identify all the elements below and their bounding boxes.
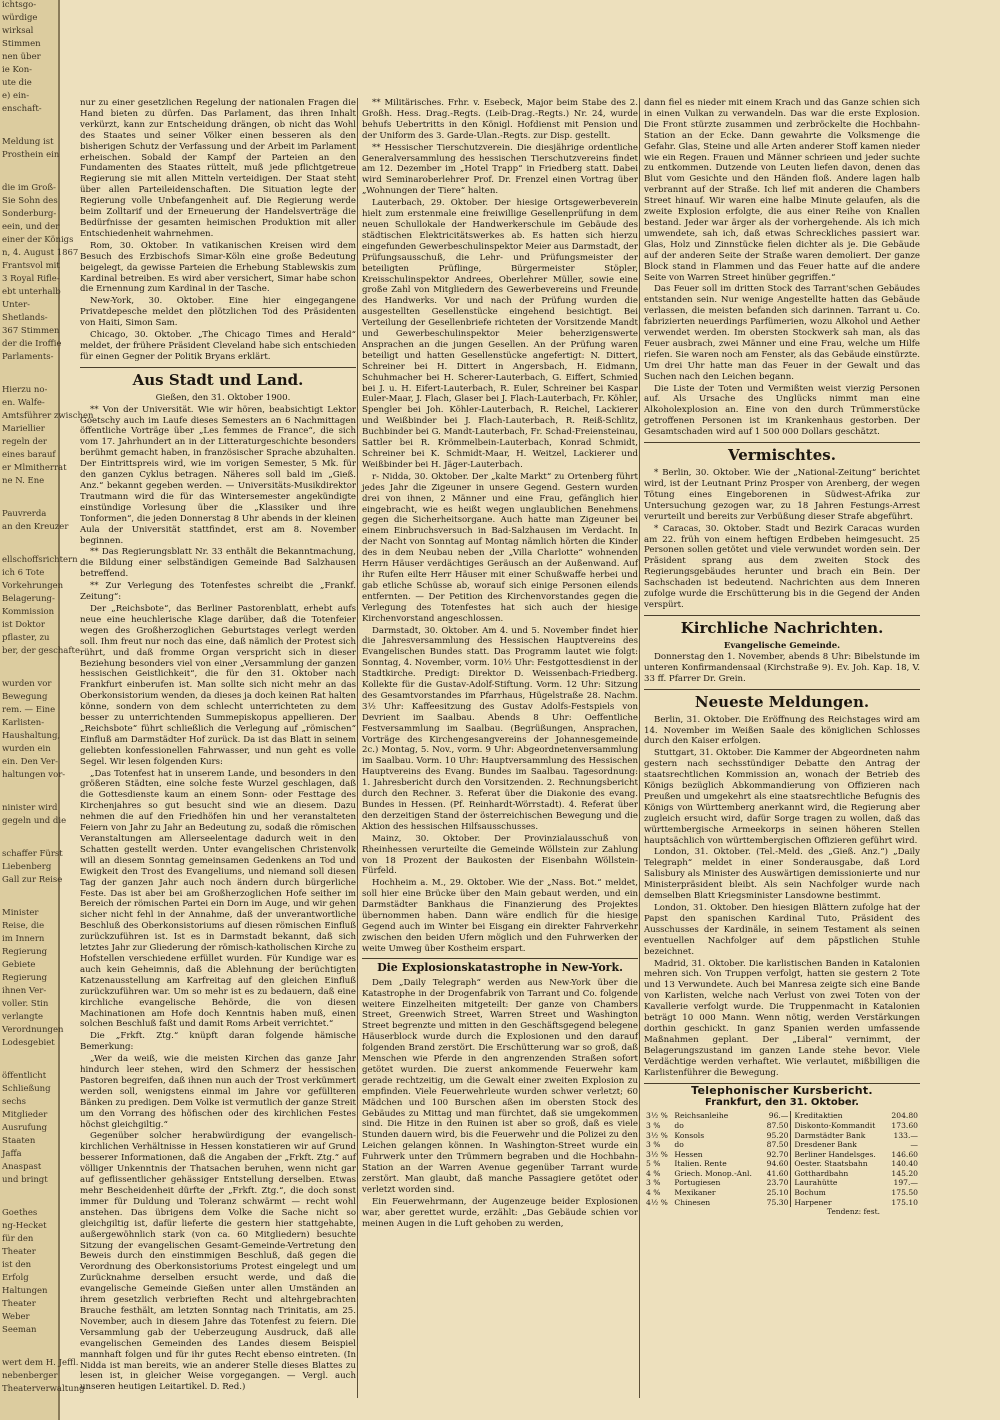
prev-page-line (2, 829, 58, 847)
article-paragraph: Berlin, 31. Oktober. Die Eröffnung des Reichstages wird am 14. November im Weißen Saale des königlichen Schlosses durch den Kaiser erfolgen. (644, 714, 920, 747)
stock-rate: 4 % (646, 1188, 661, 1198)
prev-page-line: Haushaltung, (2, 731, 61, 741)
prev-page-line: einer der Königs (2, 235, 74, 245)
prev-page-line: an den Kreuzer (2, 522, 69, 532)
stock-price: 95.20 (766, 1130, 789, 1140)
prev-page-line: würdige (2, 13, 38, 23)
stock-price: 41.60 (766, 1168, 789, 1178)
stock-rate: 4½ % (646, 1197, 668, 1207)
prev-page-line: pflaster, zu (2, 633, 50, 643)
stock-row (644, 1198, 920, 1208)
prev-page-line: Regierung (2, 973, 48, 983)
stock-price: 173.60 (891, 1120, 918, 1130)
stock-price: 140.40 (891, 1159, 918, 1169)
article-paragraph: Darmstadt, 30. Oktober. Am 4. und 5. November findet hier die Jahresversammlung des Hessischen Hauptvereins des Evangelischen Bundes statt. Das Programm lautet wie folgt: Sonntag, 4. November, vorm. 10½ Uhr: Festgottesdienst in der Stadtkirche. Predigt: Direktor D. Weissenbach-Friedberg. Kollekte für die Gustav-Adolf-Stiftung. Vorm. 12 Uhr: Sitzung des Gesamtvorstandes im Pfarrhaus, Hügelstraße 28. Nachm. 3½ Uhr: Kaffeesitzung des Gustav Adolfs-Festspiels von Devrient im Saalbau. Abends 8 Uhr: Oeffentliche Festversammlung im Saalbau. (Begrüßungen, Ansprachen, Vorträge des Kirchengesangvereins der Johannesgemeinde 2c.) Montag, 5. Nov., vorm. 9 Uhr: Abgeordnetenversammlung im Saalbau. Vorm. 10 Uhr: Hauptversammlung des Hessischen Hauptvereins des Evang. Bundes im Saalbau. Tagesordnung: 1. Jahresbericht durch den Vorsitzenden. 2. Rechnungsbericht durch den Rechner. 3. Referat über die Diakonie des evang. Bundes in Hessen. (Pf. Reinhardt-Wörrstadt). 4. Referat über den derzeitigen Stand der österreichischen Bewegung und die Aktion des hessischen Hilfsausschusses. (362, 625, 638, 832)
prev-page-line: Pauvrerda (2, 509, 47, 519)
stock-name: Oester. Staatsbahn (794, 1159, 868, 1169)
prev-page-line: wert dem H. Jeffl. (2, 1358, 79, 1368)
prev-page-line: ninister wird (2, 803, 58, 813)
article-paragraph: Die „Frkft. Ztg.“ knüpft daran folgende hämische Bemerkung: (80, 1031, 356, 1053)
stock-row (644, 1150, 920, 1160)
prev-page-line (2, 783, 58, 801)
stock-price: 146.60 (891, 1149, 918, 1159)
prev-page-line: rem. — Eine (2, 705, 56, 715)
stock-report-date: Frankfurt, den 31. Oktober. (705, 1097, 859, 1109)
stock-row (644, 1111, 920, 1121)
stock-name: Griech. Monop.-Anl. (674, 1168, 752, 1178)
prev-page-line (2, 659, 58, 677)
stock-name: Bochum (794, 1188, 826, 1198)
article-paragraph: Donnerstag den 1. November, abends 8 Uhr: Bibelstunde im unteren Konfirmandensaal (Kirchstraße 9). Ev. Joh. Kap. 18, V. 33 ff. Pfarrer Dr. Grein. (644, 651, 920, 684)
prev-page-line (2, 117, 58, 135)
article-paragraph: r- Nidda, 30. Oktober. Der „kalte Markt“ zu Ortenberg führt jedes Jahr die Zigeuner in unsere Gegend. Gestern wurden drei von ihnen, 2 Männer und eine Frau, gefänglich hier eingebracht, wie es heißt wegen unglaublichen Benehmens gegen die Sicherheitsorgane. Auch hatte man Zigeuner bei einem Einbruchsversuch in Bad-Salzhausen im Verdacht. In der Nacht von Sonntag auf Montag nämlich hörten die Kinder des in dem Neubau neben der „Villa Charlotte“ wohnenden Herrn Häuser verdächtiges Geräusch an der Außenwand. Auf ihr Rufen eilte Herr Häuser mit einer Schußwaffe herbei und gab etliche Schüsse ab, worauf sich einige Personen eilends entfernten. — Der Petition des Kirchenvorstandes gegen die Verlegung des Totenfestes hat sich auch der hiesige Kirchenvorstand angeschlossen. (362, 471, 638, 624)
prev-page-line: ebt unterhalb (2, 287, 61, 297)
stock-price: 87.50 (766, 1140, 789, 1150)
stock-price: 92.70 (766, 1149, 789, 1159)
stock-price: — (910, 1140, 918, 1150)
stock-row (644, 1159, 920, 1169)
stock-report-tendency: Tendenz: fest. (826, 1207, 880, 1217)
stock-price: 94.60 (766, 1159, 789, 1169)
stock-row (644, 1178, 920, 1188)
article-paragraph: Mainz, 30. Oktober. Der Provinzialausschuß von Rheinhessen verurteilte die Gemeinde Wöllstein zur Zahlung von 18 Prozent der Baukosten der Eisenbahn Wöllstein-Fürfeld. (362, 833, 638, 877)
stock-row (644, 1169, 920, 1179)
article-paragraph: ** Militärisches. Frhr. v. Esebeck, Major beim Stabe des 2. Großh. Hess. Drag.-Regts. (Leib-Drag.-Regts.) Nr. 24, wurde behufs Uebertritts in den Königl. Hofdienst mit Pension und der Uniform des 3. Garde-Ulan.-Regts. zur Disp. gestellt. (362, 98, 638, 141)
stock-report-title: Telephonischer Kursbericht. (691, 1083, 873, 1097)
article-paragraph: ** Hessischer Tierschutzverein. Die diesjährige ordentliche Generalversammlung des hessischen Tierschutzvereins findet am 12. Dezember im „Hotel Trapp“ in Friedberg statt. Dabei wird Seminaroberlehrer Prof. Dr. Frenzel einen Vortrag über „Wohnungen der Tiere“ halten. (362, 142, 638, 197)
stock-price: 23.70 (766, 1178, 789, 1188)
stock-rate: 4 % (646, 1168, 661, 1178)
section-heading: Vermischtes. (644, 442, 920, 465)
stock-name: Laurahütte (794, 1178, 838, 1188)
prev-page-line: wurden ein (2, 744, 51, 754)
prev-page-line: Theater (2, 1299, 36, 1309)
stock-name: Diskonto-Kommandit (794, 1120, 876, 1130)
stock-name: Italien. Rente (674, 1159, 727, 1169)
prev-page-line: Sonderburg- (2, 209, 57, 219)
prev-page-line: Anaspast (2, 1162, 42, 1172)
stock-price: 145.20 (891, 1168, 918, 1178)
prev-page-line: Frantsvol mit (2, 261, 60, 271)
prev-page-line: voller. Stin (2, 999, 49, 1009)
section-heading: Aus Stadt und Land. (80, 367, 356, 390)
prev-page-line: Sie Sohn des (2, 196, 58, 206)
stock-name: Kreditaktien (794, 1111, 843, 1121)
prev-page-line: Amtsführer zwischen (2, 411, 94, 421)
prev-page-line (2, 535, 58, 553)
article-paragraph: Stuttgart, 31. Oktober. Die Kammer der Abgeordneten nahm gestern nach sechsstündiger Debatte den Antrag der staatsrechtlichen Kommission an, wonach der Betrieb des Königs bezüglich Abkommandierung von Offizieren nach Preußen und umgekehrt als eine staatsrechtliche Befugnis des Königs von Württemberg anerkannt wird, die Regierung aber zugleich ersucht wird, dafür Sorge tragen zu wollen, daß das württembergische Armeekorps in seinen höheren Stellen hauptsächlich von württembergischen Offizieren geführt wird. (644, 748, 920, 846)
prev-page-line: Verordnungen (2, 1025, 64, 1035)
stock-name: Konsols (674, 1130, 705, 1140)
prev-page-line: ichtsgo- (2, 0, 37, 10)
prev-page-line: ne N. Ene (2, 476, 45, 486)
prev-page-line: ist den (2, 1260, 32, 1270)
prev-page-line: wurden vor (2, 679, 52, 689)
previous-page-edge (0, 0, 94, 1420)
prev-page-line: Ausrufung (2, 1123, 48, 1133)
article-paragraph: dann fiel es nieder mit einem Krach und das Ganze schien sich in einen Vulkan zu verwandeln. Das war die erste Explosion. Die Front stürzte zusammen und zerbröckelte die Hochbahn-Station an der Ecke. Dann gewahrte die Volksmenge die Gefahr. Glas, Steine und alle Arten anderer Stoff kamen nieder wie ein Regen. Frauen und Männer schrieen und jeder suchte zu entkommen. Dutzende von Leuten liefen davon, denen das Blut vom Gesichte und den Händen floß. Andere lagen halb verbrannt auf der Straße. Ich lief mit anderen die Chambers Street hinauf. Wir waren eine halbe Minute gelaufen, als die zweite Explosion erfolgte, die aus einer Reihe von Knallen bestand. Jeder war ärger als der vorhergehende. Als ich mich umwendete, sah ich, daß etwas Schreckliches passiert war. Glas, Holz und Zinnstücke fielen dichter als je. Die Gebäude auf der anderen Seite der Straße waren demoliert. Der ganze Block stand in Flammen und das Feuer hatte auf die andere Seite von Warren Street hinüber gegriffen.“ (644, 98, 920, 283)
article-paragraph: Lauterbach, 29. Oktober. Der hiesige Ortsgewerbeverein hielt zum erstenmale eine freiwillige Gesellenprüfung in dem neuen Schullokale der Handwerkerschule im Gebäude des städtischen Elektricitätswerkes ab. Es hatten sich hierzu eingefunden Gewerbeschulinspektor Meier aus Darmstadt, der Prüfungsausschuß, die Lehr- und Prüfungsmeister der beteiligten Prüflinge, Bürgermeister Stöpler, Kreisschulinspektor Andrees, Oberlehrer Müller, sowie eine große Zahl von Mitgliedern des Gewerbevereins und Freunde des Handwerks. Vor und nach der Prüfung wurden die ausgestellten Gesellenstücke eingehend besichtigt. Bei Verteilung der Gesellenbriefe richteten der Vorsitzende Mandt und Gewerbeschulinspektor Meier beherzigenswerte Ansprachen an die jungen Gesellen. An der Prüfung waren beteiligt und hatten Gesellenstücke angefertigt: N. Dittert, Schreiner bei H. Dittert in Angersbach, H. Eidmann, Schuhmacher bei H. Scherer-Lauterbach, G. Eiffert, Schmied bei J. u. H. Eifert-Lauterbach, R. Euler, Schreiner bei Kaspar Euler-Maar, J. Flach, Glaser bei J. Flach-Lauterbach, Fr. Köhler, Spengler bei Joh. Köhler-Lauterbach, R. Reichel, Lackierer und Weißbinder bei J. Flach-Lauterbach, R. Reiß-Schlitz, Buchbinder bei G. Mandt-Lauterbach, Fr. Schad-Freiensteinau, Sattler bei R. Krömmelbein-Lauterbach, Konrad Schmidt, Schreiner bei K. Schmidt-Maar, H. Weitzel, Lackierer und Weißbinder bei H. Jäger-Lauterbach. (362, 198, 638, 470)
stock-name: Harpener (794, 1197, 832, 1207)
stock-name: Chinesen (674, 1197, 711, 1207)
prev-page-line: ng-Hecket (2, 1221, 47, 1231)
article-paragraph: Gegenüber solcher herabwürdigung der evangelisch-kirchlichen Verhältnisse in Hessen konstatieren wir auf Grund besserer Informationen, daß die Angaben der „Frkft. Ztg.“ auf völliger Unkenntnis der Thatsachen beruhen, wenn nicht gar auf geflissentlicher gehässiger Entstellung derselben. Etwas mehr Bescheidenheit dürfte der „Frkft. Ztg.“, die doch sonst immer für Duldung und Toleranz schwärmt — recht wohl anstehen. Das übrigens dem Volke die Sache nicht so gleichgiltig ist, dafür lieferte die gestern hier stattgehabte, außergewöhnlich stark (von ca. 60 Mitgliedern) besuchte Sitzung der evangelischen Gesamt-Gemeinde-Vertretung den Beweis durch den einstimmigen Beschluß, daß gegen die Verordnung des Oberkonsistoriums Protest eingelegt und um Zurücknahme derselben ersucht werde, und daß die evangelische Gemeinde Gießen unter allen Umständen an ihrem gesetzlich verbrieften Recht und altehrgebrachten Brauche festhält, am letzten Sonntag nach Trinitatis, am 25. November, auch in diesem Jahre das Totenfest zu feiern. Die Versammlung gab der Ueberzeugung Ausdruck, daß alle evangelischen Gemeinden des Landes diesem Beispiel mannhaft folgen und für ihr gutes Recht ebenso eintreten. (In Nidda ist man bereits, wie an anderer Stelle dieses Blattes zu lesen ist, in gleicher Weise vorgegangen. — Vergl. auch unseren heutigen Leitartikel. D. Red.) (80, 1131, 356, 1393)
prev-page-line: er Mlmitherrat (2, 463, 67, 473)
prev-page-line: gegeln und die (2, 816, 67, 826)
prev-page-line: regeln der (2, 437, 47, 447)
prev-page-line (2, 1188, 58, 1206)
article-paragraph: ** Das Regierungsblatt Nr. 33 enthält die Bekanntmachung, die Bildung einer selbständigen Gemeinde Bad Salzhausen betreffend. (80, 547, 356, 580)
prev-page-line: ist Doktor (2, 620, 45, 630)
prev-page-line: Mitglieder (2, 1110, 48, 1120)
prev-page-line: Staaten (2, 1136, 36, 1146)
prev-page-line: für den (2, 1234, 34, 1244)
prev-page-line: Mariellier (2, 424, 45, 434)
prev-page-line: ie Kon- (2, 65, 33, 75)
article-paragraph: Das Feuer soll im dritten Stock des Tarrant'schen Gebäudes entstanden sein. Nur wenige Angestellte hatten das Gebäude verlassen, die meisten befanden sich darinnen. Tarrant u. Co. fabrizierten neuerdings Parfümerien, wozu Alkohol und Aether verwendet werden. Im obersten Stockwerk sah man, als das Feuer ausbrach, zwei Männer und eine Frau, welche um Hilfe riefen. Sie waren noch am Fenster, als das Gebäude einstürzte. Um drei Uhr hatte man das Feuer in der Gewalt und das Suchen nach den Leichen begann. (644, 284, 920, 382)
stock-name: Mexikaner (674, 1188, 716, 1198)
prev-page-line (2, 1338, 58, 1356)
article-paragraph: New-York, 30. Oktober. Eine hier eingegangene Privatdepesche meldet den plötzlichen Tod des Präsidenten von Haiti, Simon Sam. (80, 296, 356, 329)
prev-page-line: Parlaments- (2, 352, 54, 362)
prev-page-line: die im Groß- (2, 183, 56, 193)
article-paragraph: Rom, 30. Oktober. In vatikanischen Kreisen wird dem Besuch des Erzbischofs Simar-Köln eine große Bedeutung beigelegt, da gewisse Parteien die Erhebung Stablewskis zum Kardinal betreiben. Es wird aber versichert, Simar habe schon die Ernennung zum Kardinal in der Tasche. (80, 240, 356, 295)
prev-page-line: Stimmen (2, 39, 41, 49)
prev-page-line: Hierzu no- (2, 385, 48, 395)
prev-page-line: Gall zur Reise (2, 875, 63, 885)
stock-price: 204.80 (891, 1111, 918, 1121)
prev-page-line: Reise, die (2, 921, 45, 931)
prev-page-line: Prosthein ein (2, 150, 60, 160)
prev-page-line: Belagerung- (2, 594, 55, 604)
prev-page-line: 367 Stimmen (2, 326, 60, 336)
stock-price: 133.— (893, 1130, 918, 1140)
prev-page-line: Bewegung (2, 692, 48, 702)
prev-page-line: Goethes (2, 1208, 38, 1218)
stock-report (644, 1083, 920, 1219)
prev-page-line (2, 365, 58, 383)
column-2 (362, 98, 638, 1398)
section-heading: Neueste Meldungen. (644, 689, 920, 712)
prev-page-line: ellschoffsrichtern (2, 555, 78, 565)
prev-page-line: im Innern (2, 934, 45, 944)
prev-page-line: en. Walfe- (2, 398, 45, 408)
prev-page-line: Liebenberg (2, 862, 52, 872)
stock-price: 75.30 (766, 1197, 789, 1207)
prev-page-line: Karlisten- (2, 718, 45, 728)
stock-rate: 5 % (646, 1159, 661, 1169)
stock-price: 175.10 (891, 1197, 918, 1207)
prev-page-line: haltungen vor- (2, 770, 66, 780)
prev-page-line: schaffer Fürst (2, 849, 63, 859)
article-heading: Die Explosionskatastrophe in New-York. (362, 958, 638, 975)
prev-page-line: Vorkehrungen (2, 581, 64, 591)
prev-page-line: Theater (2, 1247, 36, 1257)
stock-name: do (674, 1140, 684, 1150)
prev-page-line: wirksal (2, 26, 34, 36)
prev-page-line: ihnen Ver- (2, 986, 47, 996)
prev-page-line: Theaterverwaltung (2, 1384, 85, 1394)
stock-price: 25.10 (766, 1188, 789, 1198)
article-paragraph: * Berlin, 30. Oktober. Wie der „National-Zeitung“ berichtet wird, ist der Leutnant Prinz Prosper von Arenberg, der wegen Tötung eines Eingeborenen in Südwest-Afrika zur Untersuchung gezogen war, zu 18 Jahren Festungs-Arrest verurteilt und bereits zur Verbüßung dieser Strafe abgeführt. (644, 468, 920, 522)
prev-page-line: Regierung (2, 947, 48, 957)
column-rule (639, 98, 640, 1398)
article-paragraph: Hochheim a. M., 29. Oktober. Wie der „Nass. Bot.“ meldet, soll hier eine Brücke über den Main gebaut werden, und ein Darmstädter Bankhaus die Finanzierung des Projektes übernommen haben. Dann wäre endlich für die hiesige Gegend auch im Winter bei Eisgang ein direkter Fahrverkehr zwischen den beiden Ufern möglich und den Fuhrwerken der weite Umweg über Kostheim erspart. (362, 878, 638, 954)
article-paragraph: Der „Reichsbote“, das Berliner Pastorenblatt, erhebt aufs neue eine heuchlerische Klage darüber, daß die Totenfeier wegen des Großherzoglichen Geburtstages verlegt werden soll. Ihm freut nur noch das eine, daß nämlich der Protest sich rührt, und daß fromme Organ verspricht sich in dieser Beziehung besonders viel von einer „Versammlung der ganzen hessischen Geistlichkeit“, die für den 31. Oktober nach Frankfurt einberufen ist. Man sollte sich nicht mehr an das Oberkonsistorium wenden, da dieses ja doch keinen Rat halten könne, sondern von dem schlecht unterrichteten zu dem besser zu unterrichtenden Summepiskopus appellieren. Der „Reichsbote“ führt schließlich die Verlegung auf „römischen“ Einfluß am Darmstädter Hof zurück. Da ist das Blatt in seinem geliebten konfessionellen Fahrwasser, und nun geht es volle Segel. Wir lesen folgenden Kurs: (80, 603, 356, 767)
prev-page-line: Schließung (2, 1084, 51, 1094)
prev-page-line: nebenberger (2, 1371, 58, 1381)
stock-row (644, 1140, 920, 1150)
stock-rate: 3 % (646, 1120, 661, 1130)
stock-name: Berliner Handelsges. (794, 1149, 876, 1159)
stock-name: Portugiesen (674, 1178, 721, 1188)
article-paragraph: ** Von der Universität. Wie wir hören, beabsichtigt Lektor Goetschy auch im Laufe dieses Semesters an 6 Nachmittagen öffentliche Vorträge über „Les femmes de France“, die sich vom 17. Jahrhundert an in der Litteraturgeschichte besonders berühmt gemacht haben, in französischer Sprache abzuhalten. Der Eintrittspreis wird, wie im vorigen Semester, 5 Mk. für den ganzen Cyklus betragen. Näheres soll bald im „Gieß. Anz.“ bekannt gegeben werden. — Universitäts-Musikdirektor Trautmann wird die für das Wintersemester angekündigte einstündige Vorlesung über die „Klassiker und ihre Tonformen“, die jeden Donnerstag 8 Uhr abends in der kleinen Aula der Universität stattfindet, erst am 8. November beginnen. (80, 404, 356, 546)
prev-page-line: ein. Den Ver- (2, 757, 58, 767)
stock-rate: 3½ % (646, 1149, 668, 1159)
prev-page-line: Gebiete (2, 960, 36, 970)
column-1 (80, 98, 356, 1398)
prev-page-line: Minister (2, 908, 39, 918)
dateline: Gießen, den 31. Oktober 1900. (155, 392, 291, 403)
stock-price: 87.50 (766, 1120, 789, 1130)
prev-page-line: Weber (2, 1312, 30, 1322)
prev-page-line: Meldung ist (2, 137, 54, 147)
article-paragraph: „Wer da weiß, wie die meisten Kirchen das ganze Jahr hindurch leer stehen, wird den Schmerz der hessischen Pastoren begreifen, daß ihnen nun auch der Trost verkümmert werden soll, wenigstens einmal im Jahre vor gefüllteren Bänken zu predigen. Dem Volke ist vermutlich der ganze Streit um den Vorrang des höfischen oder des kirchlichen Festes höchst gleichgiltig.“ (80, 1054, 356, 1130)
stock-price: 96.— (768, 1111, 789, 1121)
article-paragraph: London, 31. Oktober. (Tel.-Meld. des „Gieß. Anz.“) „Daily Telegraph“ meldet in einer Sonderausgabe, daß Lord Salisbury als Minister des Auswärtigen demissionierte und nur Ministerpräsident bleibt. Als sein Nachfolger wurde nach demselben Blatt Kriegsminister Lansdowne bestimmt. (644, 847, 920, 902)
prev-page-line: Seeman (2, 1325, 37, 1335)
prev-page-line: Haltungen (2, 1286, 48, 1296)
prev-page-line (2, 163, 58, 181)
prev-page-line: enschaft- (2, 104, 42, 114)
prev-page-line: ute die (2, 78, 32, 88)
prev-page-line: n, 4. August 1867 (2, 248, 79, 258)
stock-rate: 3 % (646, 1178, 661, 1188)
section-heading: Kirchliche Nachrichten. (644, 615, 920, 638)
stock-rate: 3½ % (646, 1130, 668, 1140)
prev-page-line: Jaffa (2, 1149, 22, 1159)
prev-page-line: Lodesgebiet (2, 1038, 55, 1048)
prev-page-line (2, 888, 58, 906)
stock-name: Hessen (674, 1149, 703, 1159)
stock-name: Reichsanleihe (674, 1111, 729, 1121)
prev-page-line: Kommission (2, 607, 55, 617)
article-paragraph: Dem „Daily Telegraph“ werden aus New-York über die Katastrophe in der Drogenfabrik von Tarrant und Co. folgende weitere Einzelheiten mitgeteilt: Der ganze von Chambers Street, Greenwich Street, Warren Street und Washington Street begrenzte und mitten in den Geschäftsgegend belegene Häuserblock wurde durch die Explosionen und den darauf folgenden Brand zerstört. Die Erschütterung war so groß, daß Menschen wie Pferde in den angrenzenden Straßen sofort getötet wurden. Die zuerst ankommende Feuerwehr kam gerade rechtzeitig, um die Gewalt einer zweiten Explosion zu empfinden. Viele Feuerwehrleute wurden schwer verletzt; 60 Mädchen und 100 Burschen aßen im obersten Stock des Gebäudes zu Mittag und man fürchtet, daß sie umgekommen sind. Die Hitze in den Ruinen ist aber so groß, daß es viele Stunden dauern wird, bis die Feuerwehr und die Polizei zu den Leichen gelangen können. In Washington-Street wurde ein Fuhrwerk unter den Trümmern begraben und die Hochbahn-Station an der Warren Avenue gegenüber Tarrant wurde zerstört. Man glaubt, daß manche Passagiere getötet oder verletzt worden sind. (362, 977, 638, 1195)
prev-page-line: 3 Royal Rifle- (2, 274, 60, 284)
article-paragraph: ** Zur Verlegung des Totenfestes schreibt die „Frankf. Zeitung“: (80, 581, 356, 603)
prev-page-line: ber, der geschafte (2, 646, 80, 656)
prev-page-line: eines barauf (2, 450, 56, 460)
article-paragraph: nur zu einer gesetzlichen Regelung der nationalen Fragen die Hand bieten zu dürfen. Das Parlament, das ihren Inhalt verkürzt, kann zur Entscheidung drängen, ob nicht das Wohl des Staates und seiner Völker einen besseren als den bisherigen Schutz der Verfassung und der Arbeit im Parlament erheischen. Sobald der Kampf der Parteien an den Fundamenten des Staates rüttelt, muß jede pflichtgetreue Regierung sie mit allen Mitteln verteidigen. Der Staat steht über allen Parteileidenschaften. Die Situation legte der Regierung volle Unbefangenheit auf. Die Regierung werde beim Zolltarif und der Erneuerung der Handelsverträge die Bedürfnisse der gesamten heimischen Produktion mit aller Entschiedenheit wahrnehmen. (80, 98, 356, 239)
article-paragraph: Chicago, 30. Oktober. „The Chicago Times and Herald“ meldet, der frühere Präsident Cleveland habe sich entschieden für einen Gegner der Politik Bryans erklärt. (80, 330, 356, 362)
stock-rate: 3 % (646, 1140, 661, 1150)
prev-page-line: eein, und der (2, 222, 60, 232)
prev-page-line: Shetlands- (2, 313, 48, 323)
article-paragraph: Madrid, 31. Oktober. Die karlistischen Banden in Katalonien mehren sich. Von Truppen verfolgt, hatten sie gestern 2 Tote und 13 Verwundete. Auch bei Manresa zeigte sich eine Bande von Karlisten, welche nach Verlust von zwei Toten von der Kavallerie verfolgt wurde. Die Truppenmacht in Katalonien beträgt 10 000 Mann. Wenn nötig, werden Verstärkungen dorthin geschickt. In ganz Spanien werden umfassende Maßnahmen geplant. Der „Liberal“ vernimmt, der Belagerungszustand im ganzen Lande stehe bevor. Viele Verdächtige werden verhaftet. Wie verlautet, mißbilligen die Karlistenführer die Bewegung. (644, 958, 920, 1078)
article-paragraph: London, 31. Oktober. Den hiesigen Blättern zufolge hat der Papst den spanischen Kardinal Tuto, Präsident des Ausschusses der Kardinäle, in seinem Testament als seinen eventuellen Nachfolger auf dem päpstlichen Stuhle bezeichnet. (644, 903, 920, 957)
prev-page-line: e) ein- (2, 91, 30, 101)
stock-name: Gotthardbahn (794, 1168, 849, 1178)
prev-page-line: Unter- (2, 300, 31, 310)
stock-name: Darmstädter Bank (794, 1130, 866, 1140)
prev-page-line: öffentlicht (2, 1071, 47, 1081)
column-rule (357, 98, 358, 1398)
article-paragraph: Die Liste der Toten und Vermißten weist vierzig Personen auf. Als Ursache des Unglücks nimmt man eine Alkoholexplosion an. Eine von den durch Trümmerstücke getroffenen Personen ist im Krankenhaus gestorben. Der Gesamtschaden wird auf 1 500 000 Dollars geschätzt. (644, 383, 920, 438)
stock-name: do (674, 1120, 684, 1130)
subheading: Evangelische Gemeinde. (723, 640, 841, 651)
stock-name: Dresdener Bank (794, 1140, 857, 1150)
article-paragraph: Ein Feuerwehrmann, der Augenzeuge beider Explosionen war, aber gerettet wurde, erzählt: „Das Gebäude schien vor meinen Augen in die Luft gehoben zu werden, (362, 1196, 638, 1229)
article-paragraph: * Caracas, 30. Oktober. Stadt und Bezirk Caracas wurden am 22. früh von einem heftigen Erdbeben heimgesucht. 25 Personen sollen getötet und viele verwundet worden sein. Der Präsident sprang aus dem zweiten Stock des Regierungsgebäudes herunter und brach ein Bein. Der Sachschaden ist bedeutend. Nachrichten aus dem Inneren zufolge wurde die Erschütterung bis in die Gegend der Anden verspürt. (644, 523, 920, 610)
column-3 (644, 98, 920, 1398)
prev-page-line: und bringt (2, 1175, 48, 1185)
prev-page-line: Erfolg (2, 1273, 29, 1283)
stock-row (644, 1131, 920, 1141)
article-paragraph: „Das Totenfest hat in unserem Lande, und besonders in den größeren Städten, eine solche feste Wurzel geschlagen, daß die Gottesdienste kaum an einem Sonn- oder Festtage des Kirchenjahres so gut besucht sind wie an diesem. Dazu nehmen die auf den Friedhöfen hin und her veranstalteten Feiern von Jahr zu Jahr an Bedeutung zu, sodaß die römischen Veranstaltungen am Allerseelentage dadurch weit in den Schatten gestellt werden. Unter evangelischen Christenvolk will an diesem Sonntag gemeinsamen Gedenkens an Tod und Ewigkeit den Trost des Evangeliums, und niemand soll diesen Tag der ganzen Jahr auch noch ändern durch bürgerliche Feste. Das ist aber bei am Großherzoglichen Hofe seither im Bereich der römischen Partei ein Dorn im Auge, und wir gehen sicher nicht fehl in der Annahme, daß der unverantwortliche Beschluß des Oberkonsistoriums auf diesen römischen Einfluß zurückzuführen ist. Ist es in Darmstadt bekannt, daß sich letztes Jahr zur Gliederung der römisch-katholischen Kirche zu Hofstellen verschiedene erfüllet wurden. Für Kundige war es auch kein Geheimnis, daß die Ablehnung der berüchtigten Katzenausstellung am Karfreitag auf den gleichen Einfluß zurückzuführen war. Um so mehr ist es zu bedauern, daß eine kirchliche evangelische Behörde, die von diesen Machinationen am Hofe doch Kenntnis haben muß, einen solchen Beschluß faßt und damit Roms Arbeit verrichtet.“ (80, 768, 356, 1030)
stock-price: 197.— (893, 1178, 918, 1188)
prev-page-line: nen über (2, 52, 41, 62)
prev-page-line: ich 6 Tote (2, 568, 45, 578)
stock-row (644, 1121, 920, 1131)
prev-page-line: verlangte (2, 1012, 44, 1022)
prev-page-line: sechs (2, 1097, 26, 1107)
stock-price: 175.50 (891, 1188, 918, 1198)
stock-row (644, 1188, 920, 1198)
stock-table (644, 1111, 920, 1207)
prev-page-line (2, 1051, 58, 1069)
prev-page-line: der die Iroffie (2, 339, 62, 349)
prev-page-line (2, 489, 58, 507)
stock-rate: 3½ % (646, 1111, 668, 1121)
